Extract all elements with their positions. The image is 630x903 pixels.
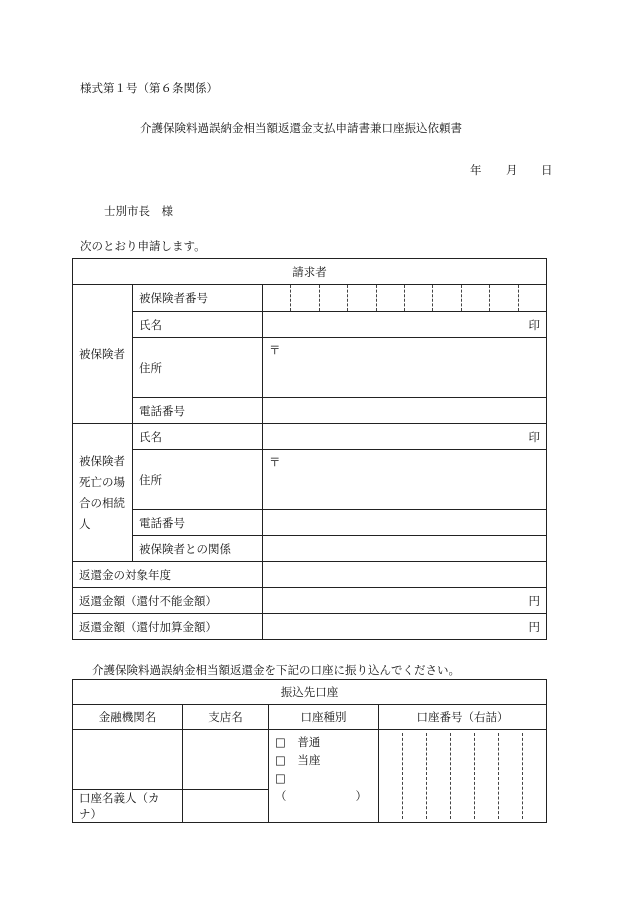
heir-relation-field[interactable] bbox=[263, 536, 547, 562]
claimant-table bbox=[72, 258, 547, 640]
account-number-field[interactable] bbox=[379, 730, 547, 823]
yen-unit: 円 bbox=[528, 593, 541, 608]
account-type-option-ordinary[interactable]: □ 普通 bbox=[275, 735, 321, 749]
account-holder-field[interactable] bbox=[183, 790, 269, 823]
heir-relation-label: 被保険者との関係 bbox=[133, 536, 263, 562]
insured-number-label: 被保険者番号 bbox=[133, 285, 263, 312]
account-holder-label: 口座名義人（カナ） bbox=[73, 790, 183, 823]
account-type-option-other[interactable]: □（ ） bbox=[275, 771, 367, 803]
seal-mark: 印 bbox=[528, 429, 541, 444]
account-type-field bbox=[269, 730, 379, 823]
branch-name-field[interactable] bbox=[183, 730, 269, 790]
claimant-header: 請求者 bbox=[73, 259, 547, 285]
target-year-label: 返還金の対象年度 bbox=[73, 562, 263, 588]
insured-phone-field[interactable] bbox=[263, 398, 547, 424]
yen-unit: 円 bbox=[528, 619, 541, 634]
heir-address-field[interactable] bbox=[263, 450, 547, 510]
postal-mark: 〒 bbox=[269, 455, 281, 469]
page-title: 介護保険料過誤納金相当額返還金支払申請書兼口座振込依頼書 bbox=[140, 121, 462, 135]
bank-name-label: 金融機関名 bbox=[73, 705, 183, 730]
transfer-note: 介護保険料過誤納金相当額返還金を下記の口座に振り込んでください。 bbox=[92, 663, 460, 677]
date-month-label: 月 bbox=[506, 163, 518, 177]
account-number-label: 口座番号（右詰） bbox=[379, 705, 547, 730]
insured-number-field[interactable] bbox=[263, 285, 547, 312]
refund-nonrefundable-label: 返還金額（還付不能金額） bbox=[73, 588, 263, 614]
insured-phone-label: 電話番号 bbox=[133, 398, 263, 424]
form-number: 様式第１号（第６条関係） bbox=[80, 81, 218, 95]
insured-address-label: 住所 bbox=[133, 338, 263, 398]
heir-phone-label: 電話番号 bbox=[133, 510, 263, 536]
date-year-label: 年 bbox=[470, 163, 482, 177]
heir-group-label: 被保険者死亡の場合の相続人 bbox=[73, 424, 133, 562]
intro-text: 次のとおり申請します。 bbox=[80, 239, 206, 253]
addressee: 士別市長 様 bbox=[104, 204, 173, 218]
target-year-field[interactable] bbox=[263, 562, 547, 588]
date-day-label: 日 bbox=[541, 163, 553, 177]
branch-name-label: 支店名 bbox=[183, 705, 269, 730]
insured-group-label: 被保険者 bbox=[73, 285, 133, 424]
postal-mark: 〒 bbox=[269, 343, 281, 357]
refund-nonrefundable-field[interactable] bbox=[263, 588, 547, 614]
refund-additional-label: 返還金額（還付加算金額） bbox=[73, 614, 263, 640]
refund-additional-field[interactable] bbox=[263, 614, 547, 640]
heir-phone-field[interactable] bbox=[263, 510, 547, 536]
account-header: 振込先口座 bbox=[73, 680, 547, 705]
heir-name-field[interactable] bbox=[263, 424, 547, 450]
insured-address-field[interactable] bbox=[263, 338, 547, 398]
account-type-label: 口座種別 bbox=[269, 705, 379, 730]
account-table bbox=[72, 679, 547, 823]
heir-address-label: 住所 bbox=[133, 450, 263, 510]
seal-mark: 印 bbox=[528, 317, 541, 332]
bank-name-field[interactable] bbox=[73, 730, 183, 790]
insured-name-field[interactable] bbox=[263, 312, 547, 338]
account-type-option-current[interactable]: □ 当座 bbox=[275, 753, 321, 767]
heir-name-label: 氏名 bbox=[133, 424, 263, 450]
insured-name-label: 氏名 bbox=[133, 312, 263, 338]
